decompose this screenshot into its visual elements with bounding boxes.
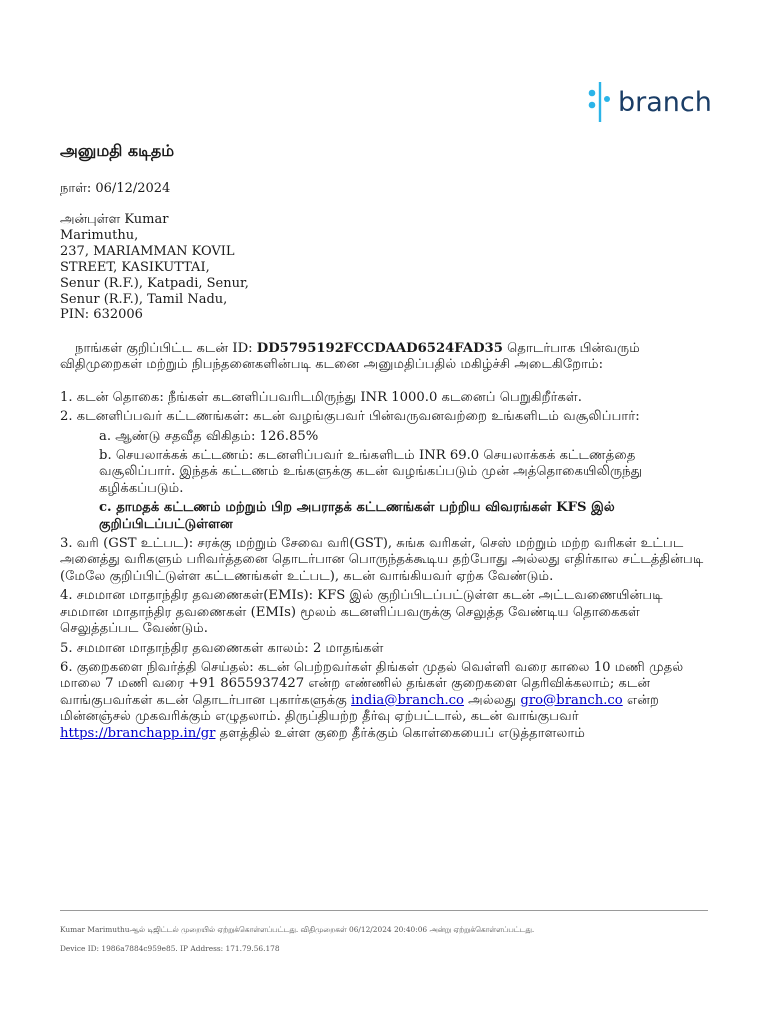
grievance-text-3: தளத்தில் உள்ள குறை தீர்க்கும் கொள்கையைப் எடுத்தாளலாம் bbox=[219, 725, 585, 741]
term-emi-duration: 5. சமமான மாதாந்திர தவணைகள் காலம்: 2 மாதங்கள் bbox=[60, 640, 384, 656]
address-line: STREET, KASIKUTTAI, bbox=[60, 259, 210, 275]
term-tax: 3. வரி (GST உட்பட): சரக்கு மற்றும் சேவை வரி(GST), சுங்க வரிகள், செஸ் மற்றும் மற்ற வரிகள் உட்பட அனைத்து வரிகளும் பரிவர்த்தனை தொடர்பான பொருந்தக்கூடிய தற்போது அல்லது எதிர்கால சட்டத்தின்படி (மேலே குறிப்பிட்டுள்ள கட்டணங்கள் உட்பட), கடன் வாங்கியவர் ஏற்க வேண்டும். bbox=[60, 536, 704, 584]
term-grievance bbox=[60, 660, 712, 742]
term-loan-amount: 1. கடன் தொகை: நீங்கள் கடனளிப்பவரிடமிருந்து INR 1000.0 கடனைப் பெறுகிறீர்கள். bbox=[60, 389, 583, 405]
term-apr: a. ஆண்டு சதவீத விகிதம்: 126.85% bbox=[99, 428, 319, 444]
intro-paragraph bbox=[60, 341, 712, 374]
recipient-address bbox=[60, 212, 280, 323]
address-line: Marimuthu, bbox=[60, 227, 139, 243]
footer bbox=[60, 920, 720, 958]
term-late-fees: c. தாமதக் கட்டணம் மற்றும் பிற அபராதக் கட்டணங்கள் பற்றிய விவரங்கள் KFS இல் குறிப்பிடப்பட்டுள்ளன bbox=[99, 500, 615, 532]
device-info: Device ID: 1986a7884c959e85. IP Address: 171.79.56.178 bbox=[60, 944, 280, 953]
letter-date bbox=[60, 181, 170, 197]
grievance-portal-link[interactable]: https://branchapp.in/gr bbox=[60, 725, 216, 741]
address-line: 237, MARIAMMAN KOVIL bbox=[60, 243, 235, 259]
letter-body bbox=[60, 341, 712, 745]
footer-divider bbox=[60, 910, 708, 911]
address-line: Senur (R.F.), Katpadi, Senur, bbox=[60, 275, 249, 291]
term-emi: 4. சமமான மாதாந்திர தவணைகள்(EMIs): KFS இல் குறிப்பிடப்பட்டுள்ள கடன் அட்டவணையின்படி சமமான மாதாந்திர தவணைகள் (EMIs) மூலம் கடனளிப்பவருக்கு செலுத்த வேண்டிய தொகைகள் செலுத்தப்பட வேண்டும். bbox=[60, 588, 663, 637]
term-processing-fee: b. செயலாக்கக் கட்டணம்: கடனளிப்பவர் உங்களிடம் INR 69.0 செயலாக்கக் கட்டணத்தை வசூலிப்பார். இந்தக் கட்டணம் உங்களுக்கு கடன் வழங்கப்படும் முன் அத்தொகையிலிருந்து கழிக்கப்படும். bbox=[99, 448, 643, 496]
address-line: PIN: 632006 bbox=[60, 307, 143, 323]
branch-logo-icon bbox=[586, 80, 612, 124]
grievance-text-2: என்ற மின்னஞ்சல் முகவரிக்கும் எழுதலாம். திருப்தியற்ற தீர்வு ஏற்பட்டால், கடன் வாங்குபவர் bbox=[60, 692, 660, 725]
loan-id: DD5795192FCCDAAD6524FAD35 bbox=[256, 341, 503, 356]
address-line: அன்புள்ள Kumar bbox=[60, 212, 169, 227]
intro-suffix: தொடர்பாக பின்வரும் விதிமுறைகள் மற்றும் நிபந்தனைகளின்படி கடனை அனுமதிப்பதில் மகிழ்ச்சி அடைகிறோம்: bbox=[60, 341, 640, 373]
address-line: Senur (R.F.), Tamil Nadu, bbox=[60, 291, 228, 307]
date-value: 06/12/2024 bbox=[95, 181, 171, 196]
intro-prefix: நாங்கள் குறிப்பிட்ட கடன் ID: bbox=[75, 341, 253, 356]
grievance-or: அல்லது bbox=[468, 692, 517, 708]
date-label: நாள்: bbox=[60, 181, 92, 196]
india-email-link[interactable]: india@branch.co bbox=[351, 692, 464, 708]
grievance-text-1: 6. குறைகளை நிவர்த்தி செய்தல்: கடன் பெற்றவர்கள் திங்கள் முதல் வெள்ளி வரை காலை 10 மணி முதல் மாலை 7 மணி வரை +91 8655937427 என்ற எண்ணில் தங்கள் குறைகளை தெரிவிக்கலாம்; கடன் வாங்குபவர்கள் கடன் தொடர்பான புகார்களுக்கு bbox=[60, 659, 684, 708]
acceptance-note: Kumar Marimuthuஆல் டிஜிட்டல் முறையில் ஏற்றுக்கொள்ளப்பட்டது. விதிமுறைகள் 06/12/2024 20:40:06 அன்று ஏற்றுக்கொள்ளப்பட்டது. bbox=[60, 925, 535, 934]
page-title: அனுமதி கடிதம் bbox=[60, 141, 175, 160]
branch-logo-wordmark: branch bbox=[618, 86, 712, 118]
branch-logo bbox=[586, 80, 712, 124]
term-lender-fees: 2. கடனளிப்பவர் கட்டணங்கள்: கடன் வழங்குபவர் பின்வருவனவற்றை உங்களிடம் வசூலிப்பார்: bbox=[60, 409, 640, 425]
gro-email-link[interactable]: gro@branch.co bbox=[520, 692, 623, 708]
